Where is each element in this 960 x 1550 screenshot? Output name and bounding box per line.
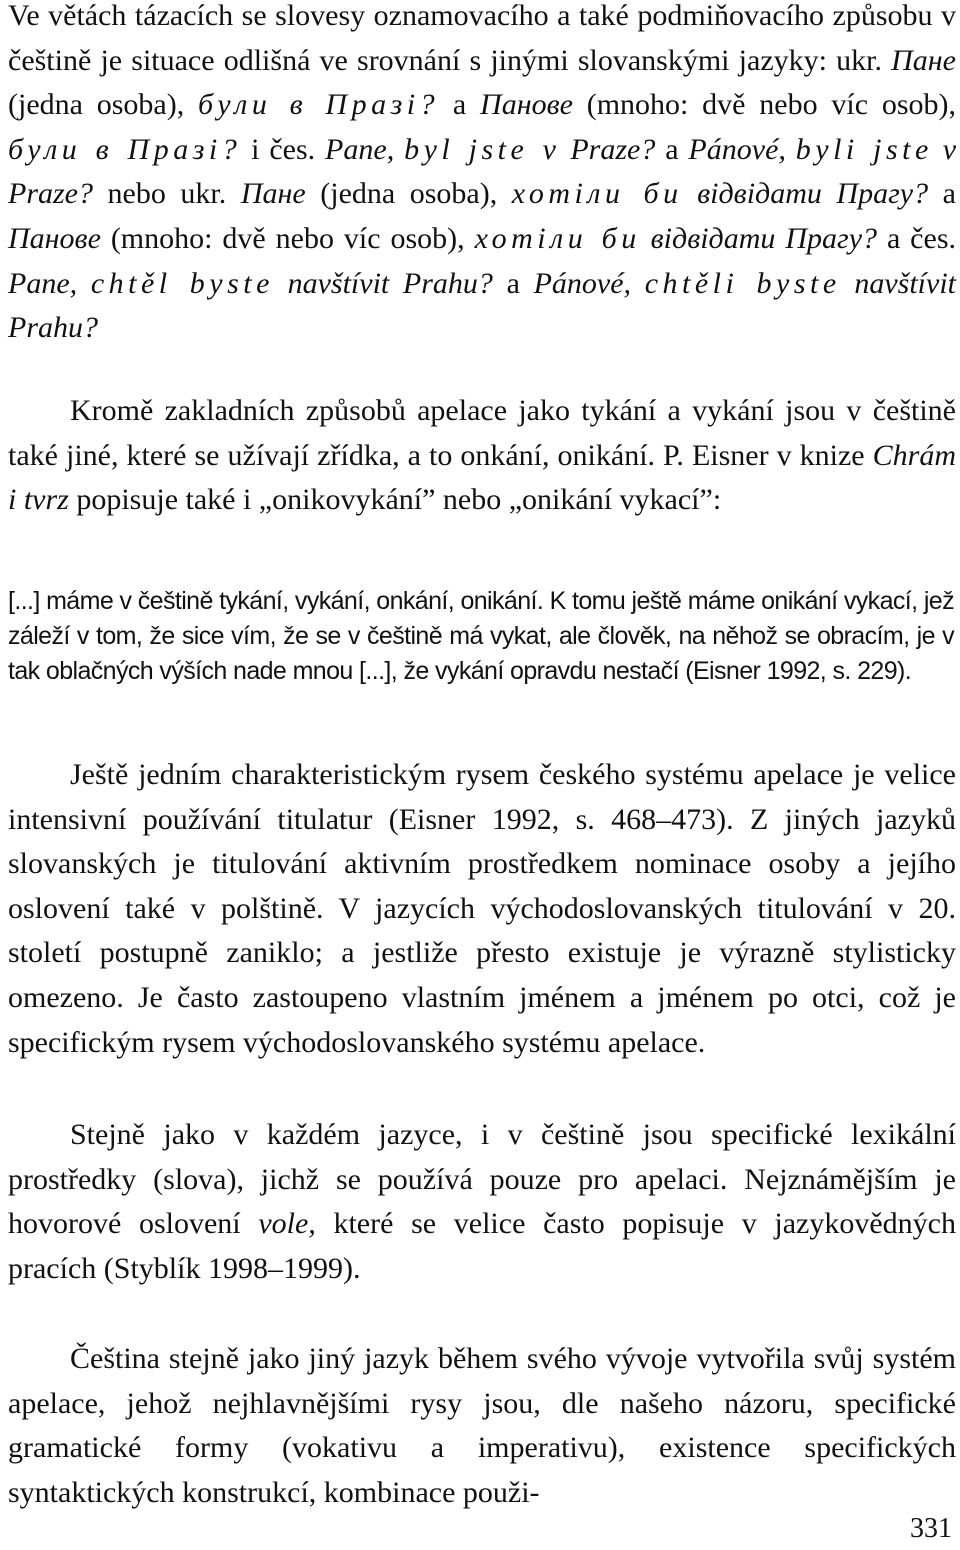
example-cz-byli-jste: byli jste — [795, 132, 933, 166]
example-ukr-panove: Панове — [480, 88, 573, 122]
example-ukr-panove-2: Панове — [8, 221, 101, 255]
page-number: 331 — [910, 1513, 952, 1544]
paragraph-conclusion: Čeština stejně jako jiný jazyk během svého vývoje vytvořila svůj systém apelace, jehož nejhlavnějšími rysy jsou, dle našeho názoru, specifické gramatické formy (vokativu a imperativu), existence specifických syntaktických konstrukcí, kombinace použi- — [8, 1342, 956, 1509]
paragraph-onikani: Kromě zakladních způsobů apelace jako tykání a vykání jsou v češtině také jiné, které se užívají zřídka, a to onkání, onikání. P. Eisner v knize Chrám i tvrz popisuje také i „onikovykání” nebo „onikání vykací”: — [8, 394, 956, 517]
example-cz-panove-2: Pánové, — [533, 266, 632, 300]
example-cz-chteli-byste: chtěli byste — [644, 266, 841, 300]
example-cz-pane-2: Pane, — [8, 266, 78, 300]
example-ukr-pane: Пане — [891, 43, 956, 77]
example-ukr-khotily-2: хотіли би — [474, 221, 641, 255]
paragraph-lexical-means: Stejně jako v každém jazyce, i v češtině jsou specifické lexikální prostředky (slova), jichž se používá pouze pro apelaci. Nejznámějším je hovorové oslovení vole, které se velice často popisuje v jazykovědných pracích (Styblík 1998–1999). — [8, 1118, 956, 1285]
paragraph-titulatury: Ještě jedním charakteristickým rysem českého systému apelace je velice intensivní používání titulatur (Eisner 1992, s. 468–473). Z jiných jazyků slovanských je titulování aktivním prostředkem nominace osoby a jejího oslovení také v polštině. V jazycích východoslovanských titulování v 20. století postupně zaniklo; a jestliže přesto existuje je výrazně stylisticky omezeno. Je často zastoupeno vlastním jménem a jménem po otci, což je specifickým rysem východoslovanského systému apelace. — [8, 758, 956, 1059]
example-ukr-buly: були в Празі? — [198, 88, 440, 122]
example-ukr-buly-2: були в Празі? — [8, 132, 242, 166]
example-ukr-pane-2: Пане — [240, 177, 306, 211]
book-title: Chrám i tvrz — [8, 438, 956, 517]
paragraph-question-forms: Ve větách tázacích se slovesy oznamovacího a také podmiňovacího způsobu v češtině je situace odlišná ve srovnání s jinými slovanskými jazyky: ukr. Пане (jedna osoba), були в Празі? a Панове (mnoho: dvě nebo víc osob), були в Празі? i čes. Pane, byl jste v Praze? a Pánové, byli jste v Praze? nebo ukr. Пане (jedna osoba), хотіли би відвідати Прагу? a Панове (mnoho: dvě nebo víc osob), хотіли би відвідати Прагу? a čes. Pane, chtěl byste navštívit Prahu? a Pánové, chtěli byste navštívit Prahu? — [8, 0, 957, 345]
example-vole: vole, — [258, 1207, 316, 1241]
example-ukr-khotily: хотіли би — [511, 177, 683, 211]
example-cz-chtel-byste: chtěl byste — [90, 266, 274, 300]
example-cz-byl-jste: byl jste v — [404, 132, 561, 166]
example-cz-pane: Pane, — [325, 132, 395, 166]
block-quote: [...] máme v češtině tykání, vykání, onkání, onikání. K tomu ještě máme onikání vykací, jež záleží v tom, že sice vím, že se v češtině má vykat, ale člověk, na něhož se obracím, je v tak oblačných výších nade mnou [...], že vykání opravdu nestačí (Eisner 1992, s. 229). — [8, 587, 954, 685]
example-cz-panove: Pánové, — [688, 132, 786, 166]
